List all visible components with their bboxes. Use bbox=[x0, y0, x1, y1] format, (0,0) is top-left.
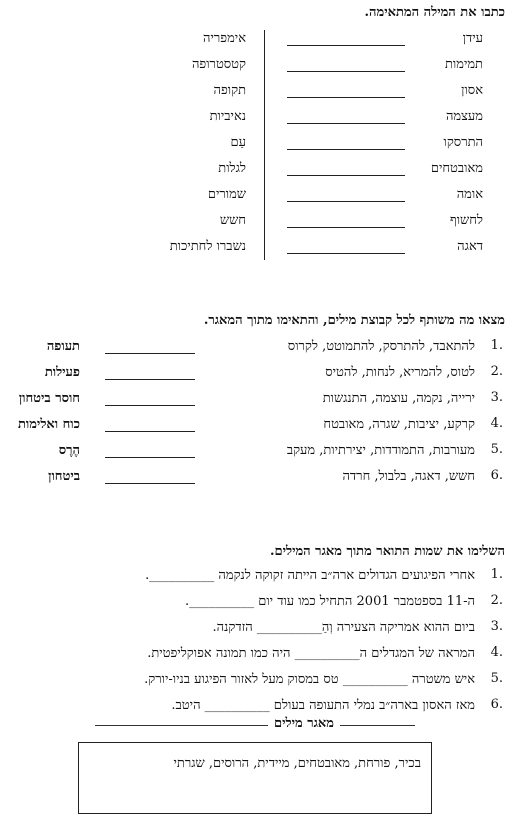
word-bank-header bbox=[95, 715, 415, 735]
group-row bbox=[0, 364, 511, 388]
category-option: כוח ואלימות bbox=[17, 417, 80, 432]
section1-title: כתבו את המילה המתאימה. bbox=[364, 5, 505, 20]
match-row bbox=[0, 212, 511, 236]
match-word: עידן bbox=[462, 31, 483, 46]
sentence-text[interactable]: ביום ההוא אמריקה הצעירה וְהַ__________ הזדקנה. bbox=[212, 620, 475, 635]
match-row bbox=[0, 134, 511, 158]
match-word: דאגה bbox=[457, 239, 483, 254]
item-number: .4 bbox=[490, 416, 503, 431]
match-option: קטסטרופה bbox=[191, 57, 246, 72]
word-group: חשש, דאגה, בלבול, חרדה bbox=[342, 469, 475, 484]
category-option: ביטחון bbox=[48, 469, 80, 484]
sentence-text[interactable]: אחרי הפיגועים הגדולים ארה״ב הייתה זקוקה לנקמה __________. bbox=[145, 568, 475, 583]
item-number: .4 bbox=[490, 645, 503, 660]
word-bank-title: מאגר מילים bbox=[268, 715, 340, 731]
match-option: לגלות bbox=[218, 161, 246, 176]
match-option: שמורים bbox=[207, 187, 246, 202]
answer-blank[interactable] bbox=[287, 97, 405, 98]
answer-blank[interactable] bbox=[287, 253, 405, 254]
word-group: לטוס, להמריא, לנחות, להטיס bbox=[325, 365, 475, 380]
match-option: חשש bbox=[219, 213, 246, 228]
item-number: .6 bbox=[490, 697, 503, 712]
answer-blank[interactable] bbox=[105, 405, 195, 406]
match-row bbox=[0, 186, 511, 210]
answer-blank[interactable] bbox=[105, 431, 195, 432]
item-number: .3 bbox=[490, 619, 503, 634]
item-number: .5 bbox=[490, 671, 503, 686]
section3-title: השלימו את שמות התואר מתוך מאגר המילים. bbox=[269, 544, 505, 559]
match-option: אימפריה bbox=[203, 31, 246, 46]
item-number: .2 bbox=[490, 593, 503, 608]
answer-blank[interactable] bbox=[287, 227, 405, 228]
item-number: .1 bbox=[490, 567, 503, 582]
group-row bbox=[0, 416, 511, 440]
group-row bbox=[0, 442, 511, 466]
item-number: .6 bbox=[490, 468, 503, 483]
category-option: פעילות bbox=[44, 365, 80, 380]
word-bank-box bbox=[78, 742, 432, 814]
group-row bbox=[0, 468, 511, 492]
match-option: נשברו לחתיכות bbox=[169, 239, 246, 254]
sentence-text[interactable]: המראה של המגדלים ה__________ היה כמו תמונה אפוקליפטית. bbox=[147, 646, 475, 661]
match-option: עַם bbox=[230, 135, 246, 150]
match-word: לחשוף bbox=[449, 213, 483, 228]
match-word: אסון bbox=[461, 83, 483, 98]
category-option: חוסר ביטחון bbox=[18, 391, 80, 406]
sentence-row bbox=[0, 619, 511, 643]
match-row bbox=[0, 30, 511, 54]
answer-blank[interactable] bbox=[287, 45, 405, 46]
item-number: .2 bbox=[490, 364, 503, 379]
answer-blank[interactable] bbox=[105, 353, 195, 354]
item-number: .3 bbox=[490, 390, 503, 405]
item-number: .1 bbox=[490, 338, 503, 353]
sentence-row bbox=[0, 593, 511, 617]
word-group: ירייה, נקמה, עוצמה, התנגשות bbox=[322, 391, 475, 406]
answer-blank[interactable] bbox=[105, 457, 195, 458]
sentence-text[interactable]: מאז האסון בארה״ב נמלי התעופה בעולם __________ היטב. bbox=[171, 698, 475, 713]
match-option: תקופה bbox=[213, 83, 246, 98]
word-group: להתאבד, להתרסק, להתמוטט, לקרוס bbox=[287, 339, 475, 354]
match-row bbox=[0, 238, 511, 262]
match-option: נאיביות bbox=[209, 109, 246, 124]
answer-blank[interactable] bbox=[105, 379, 195, 380]
group-row bbox=[0, 390, 511, 414]
category-option: הֶרֶס bbox=[58, 443, 80, 458]
match-row bbox=[0, 108, 511, 132]
word-group: מעורבות, התמודדות, יצירתיות, מעקב bbox=[286, 443, 475, 458]
match-row bbox=[0, 82, 511, 106]
match-row bbox=[0, 160, 511, 184]
sentence-row bbox=[0, 645, 511, 669]
word-group: קרקע, יציבות, שגרה, מאובטח bbox=[323, 417, 475, 432]
sentence-text[interactable]: איש משטרה __________ טס במסוק מעל לאזור הפיגוע בניו-יורק. bbox=[144, 672, 475, 687]
match-row bbox=[0, 56, 511, 80]
answer-blank[interactable] bbox=[287, 149, 405, 150]
section2-title: מצאו מה משותף לכל קבוצת מילים, והתאימו מתוך המאגר. bbox=[203, 313, 505, 328]
answer-blank[interactable] bbox=[287, 175, 405, 176]
word-bank-rule bbox=[95, 725, 415, 726]
sentence-text[interactable]: ה-11 בספטמבר 2001 התחיל כמו עוד יום __________. bbox=[184, 594, 475, 609]
match-word: התרסקו bbox=[443, 135, 483, 150]
sentence-row bbox=[0, 671, 511, 695]
answer-blank[interactable] bbox=[287, 71, 405, 72]
group-row bbox=[0, 338, 511, 362]
answer-blank[interactable] bbox=[287, 201, 405, 202]
match-word: תמימות bbox=[444, 57, 483, 72]
answer-blank[interactable] bbox=[287, 123, 405, 124]
match-word: אומה bbox=[456, 187, 483, 202]
match-word: מעצמה bbox=[445, 109, 483, 124]
item-number: .5 bbox=[490, 442, 503, 457]
word-bank-words: בכיר, פורחת, מאובטחים, מיידית, הרוסים, שגרתי bbox=[173, 756, 421, 771]
match-word: מאובטחים bbox=[430, 161, 483, 176]
answer-blank[interactable] bbox=[105, 483, 195, 484]
category-option: תעופה bbox=[46, 339, 80, 354]
sentence-row bbox=[0, 567, 511, 591]
